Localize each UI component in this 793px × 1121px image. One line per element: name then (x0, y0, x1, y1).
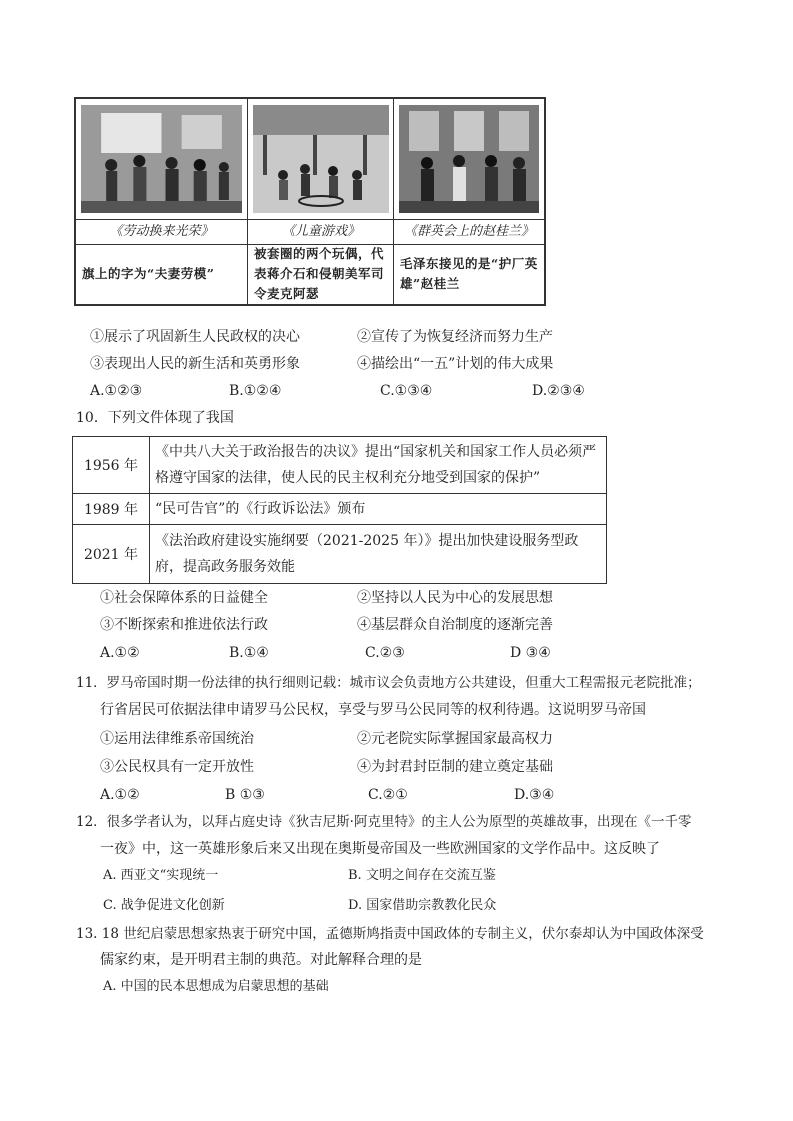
q11-option-a[interactable]: A.①② (100, 787, 140, 803)
painting-table (74, 97, 546, 306)
q9-statement-3: ③表现出人民的新生活和英勇形象 (90, 356, 300, 372)
q11-statement-1: ①运用法律维系帝国统治 (100, 731, 254, 747)
q10-statement-2: ②坚持以人民为中心的发展思想 (357, 590, 553, 606)
q9-option-a[interactable]: A.①②③ (90, 383, 143, 399)
q10-statement-4: ④基层群众自治制度的逐渐完善 (357, 617, 553, 633)
painting-image-3 (399, 105, 539, 213)
q13-option-a[interactable]: A. 中国的民本思想成为启蒙思想的基础 (103, 979, 329, 994)
law-table (72, 436, 607, 584)
law-year: 1989 年 (73, 494, 150, 524)
law-year: 1956 年 (73, 437, 150, 493)
q12-stem-line-2: 一夜》中，这一英雄形象后来又出现在奥斯曼帝国及一些欧洲国家的文学作品中。这反映了 (100, 841, 660, 857)
q9-statement-1: ①展示了巩固新生人民政权的决心 (90, 329, 300, 345)
painting-image-2 (253, 105, 389, 213)
q11-statement-3: ③公民权具有一定开放性 (100, 759, 254, 775)
law-row-1956 (73, 437, 606, 494)
q13-stem-line-2: 儒家约束，是开明君主制的典范。对此解释合理的是 (100, 952, 422, 968)
law-content: “民可告官”的《行政诉讼法》颁布 (155, 501, 366, 517)
q12-option-c[interactable]: C. 战争促进文化创新 (103, 898, 225, 913)
law-row-1989 (73, 494, 606, 525)
painting-title-3: 《群英会上的赵桂兰》 (394, 219, 544, 245)
q12-option-b[interactable]: B. 文明之间存在交流互鉴 (348, 868, 496, 883)
painting-desc-1: 旗上的字为“夫妻劳模” (82, 265, 215, 281)
q10-statement-3: ③不断探索和推进依法行政 (100, 617, 268, 633)
painting-title-2: 《儿童游戏》 (248, 219, 394, 245)
q11-option-c[interactable]: C.②① (368, 787, 408, 803)
q10-option-a[interactable]: A.①② (100, 645, 140, 661)
q11-option-d[interactable]: D.③④ (514, 787, 555, 803)
q10-option-b[interactable]: B.①④ (229, 645, 269, 661)
q9-option-d[interactable]: D.②③④ (532, 383, 585, 399)
law-year: 2021 年 (73, 525, 150, 583)
painting-desc-3: 毛泽东接见的是“护厂英雄”赵桂兰 (400, 255, 538, 291)
painting-column-3 (393, 99, 544, 304)
q12-stem-line-1: 12．很多学者认为，以拜占庭史诗《狄吉尼斯·阿克里特》的主人公为原型的英雄故事，出现在《一千零 (76, 814, 692, 830)
q11-option-b[interactable]: B ①③ (225, 787, 265, 803)
q10-option-c[interactable]: C.②③ (365, 645, 405, 661)
q9-option-b[interactable]: B.①②④ (229, 383, 282, 399)
q13-stem-line-1: 13. 18 世纪启蒙思想家热衷于研究中国，孟德斯鸠指责中国政体的专制主义，伏尔泰却认为中国政体深受 (76, 926, 704, 942)
law-row-2021 (73, 525, 606, 583)
q12-option-d[interactable]: D. 国家借助宗教教化民众 (348, 898, 497, 913)
q11-stem-line-1: 11．罗马帝国时期一份法律的执行细则记载：城市议会负责地方公共建设，但重大工程需报元老院批准； (76, 675, 701, 691)
q9-option-c[interactable]: C.①③④ (380, 383, 433, 399)
painting-image-1 (81, 105, 242, 213)
q9-statement-4: ④描绘出“一五”计划的伟大成果 (357, 356, 554, 372)
painting-column-1 (76, 99, 247, 304)
q10-statement-1: ①社会保障体系的日益健全 (100, 590, 268, 606)
painting-column-2 (247, 99, 394, 304)
law-content: 《法治政府建设实施纲要（2021-2025 年）》提出加快建设服务型政府，提高政务服务效能 (155, 533, 579, 575)
q11-statement-4: ④为封君封臣制的建立奠定基础 (357, 759, 553, 775)
painting-title-1: 《劳动换来光荣》 (76, 219, 247, 245)
q10-stem: 10．下列文件体现了我国 (76, 410, 234, 426)
q9-statement-2: ②宣传了为恢复经济而努力生产 (357, 329, 553, 345)
painting-desc-2: 被套圈的两个玩偶，代表蒋介石和侵朝美军司令麦克阿瑟 (254, 245, 385, 301)
q11-stem-line-2: 行省居民可依据法律申请罗马公民权，享受与罗马公民同等的权利待遇。这说明罗马帝国 (100, 702, 646, 718)
q11-statement-2: ②元老院实际掌握国家最高权力 (357, 731, 553, 747)
q12-option-a[interactable]: A. 西亚文“实现统一 (103, 868, 219, 883)
q10-option-d[interactable]: D ③④ (510, 645, 551, 661)
law-content: 《中共八大关于政治报告的决议》提出“国家机关和国家工作人员必须严格遵守国家的法律，使人民的民主权利充分地受到国家的保护” (155, 444, 597, 486)
